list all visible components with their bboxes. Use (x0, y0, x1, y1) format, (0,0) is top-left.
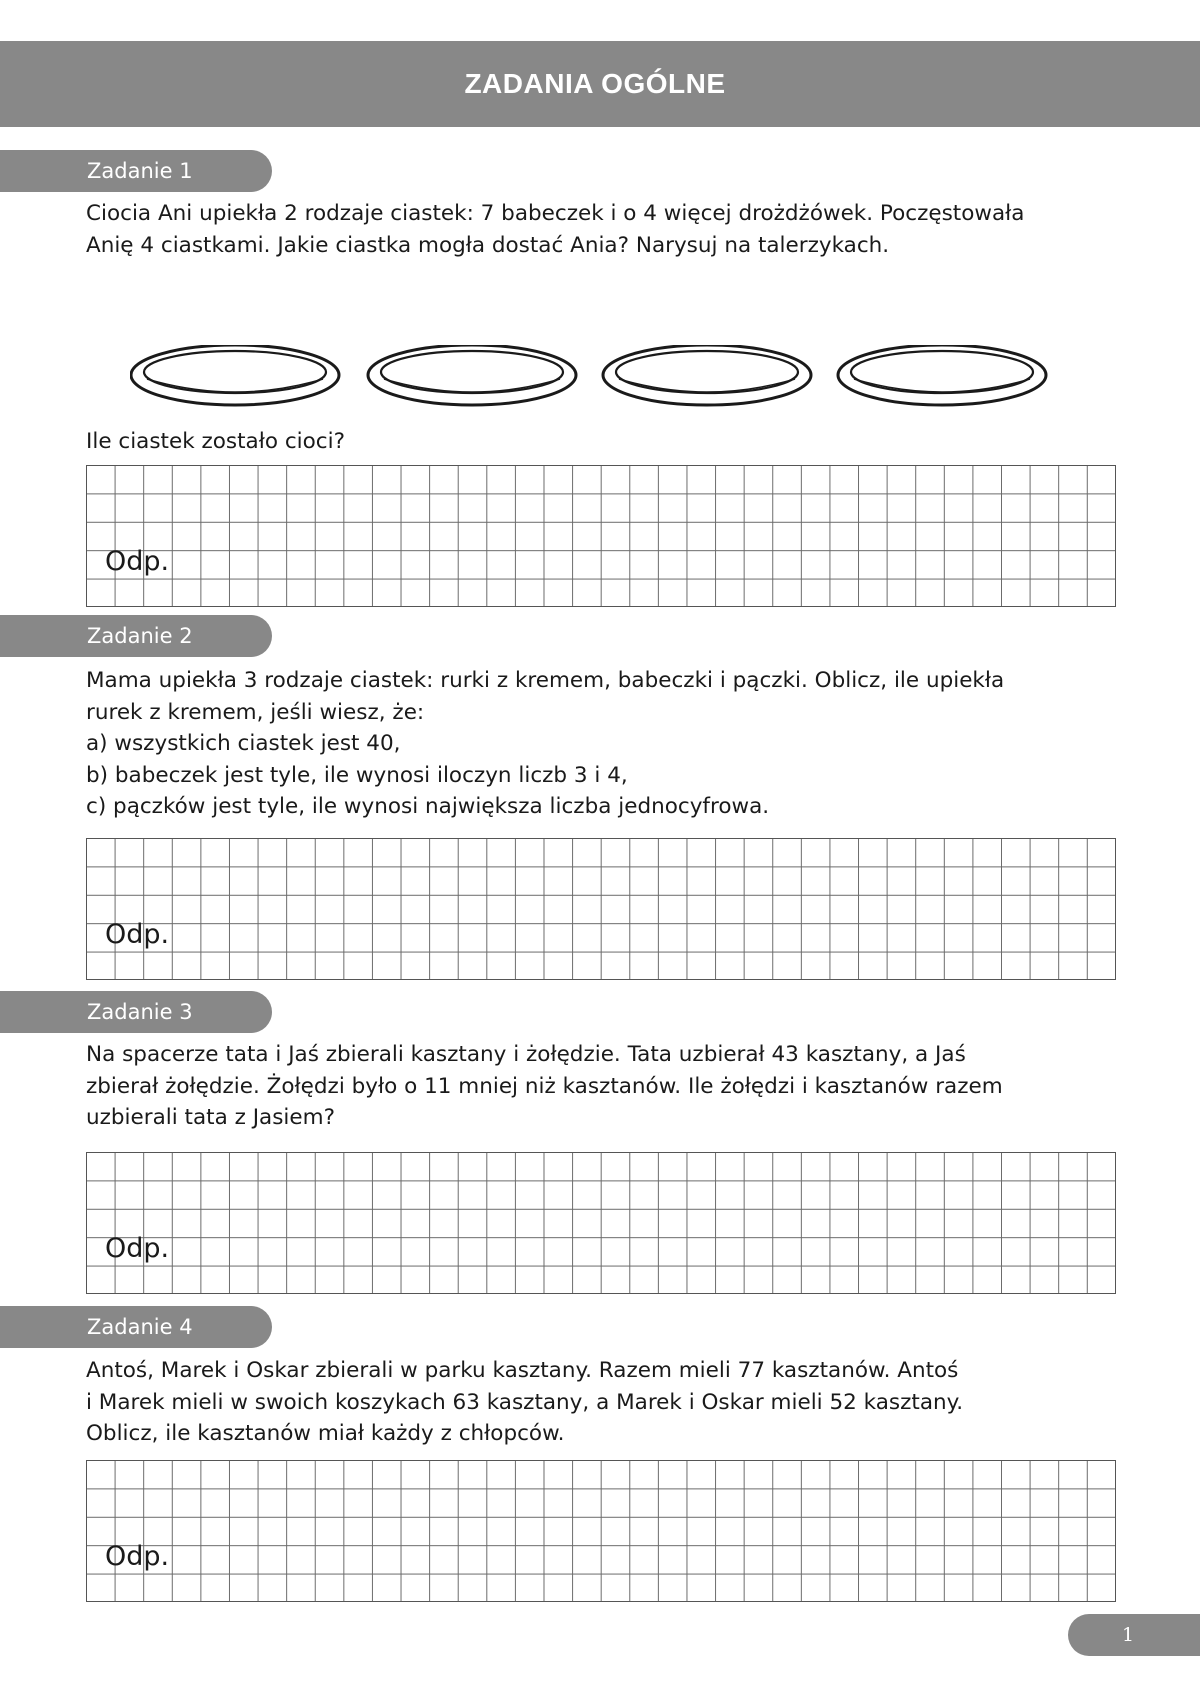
question-text: Ile ciastek zostało cioci? (86, 429, 345, 454)
text-line: Ciocia Ani upiekła 2 rodzaje ciastek: 7 babeczek i o 4 więcej drożdżówek. Poczęstowała (86, 201, 1025, 226)
page-number: 1 (1068, 1614, 1200, 1656)
answer-label: Odp. (105, 546, 170, 577)
task-3-answer-grid[interactable] (86, 1152, 1116, 1294)
task-3-text (86, 1039, 1126, 1134)
task-3-label: Zadanie 3 (0, 991, 272, 1033)
task-1-text (86, 198, 1126, 261)
task-2-text (86, 665, 1126, 823)
text-line: zbierał żołędzie. Żołędzi było o 11 mniej niż kasztanów. Ile żołędzi i kasztanów razem (86, 1073, 1003, 1099)
text-line: rurek z kremem, jeśli wiesz, że: (86, 699, 425, 725)
plate-icon (603, 345, 811, 405)
text-line: b) babeczek jest tyle, ile wynosi iloczyn liczb 3 i 4, (86, 762, 628, 788)
task-2-answer-grid[interactable] (86, 838, 1116, 980)
answer-label: Odp. (105, 919, 170, 950)
task-4-label: Zadanie 4 (0, 1306, 272, 1348)
text-line: uzbierali tata z Jasiem? (86, 1105, 335, 1130)
page-title: ZADANIA OGÓLNE (464, 68, 726, 99)
text-line: Oblicz, ile kasztanów miał każdy z chłopców. (86, 1421, 565, 1446)
text-line: Anię 4 ciastkami. Jakie ciastka mogła dostać Ania? Narysuj na talerzykach. (86, 232, 890, 258)
plate-icon (838, 345, 1046, 405)
task-1-label: Zadanie 1 (0, 150, 272, 192)
text-line: Na spacerze tata i Jaś zbierali kasztany i żołędzie. Tata uzbierał 43 kasztany, a Jaś (86, 1042, 966, 1067)
answer-label: Odp. (105, 1541, 170, 1572)
task-1-answer-grid[interactable] (86, 465, 1116, 607)
task-4-answer-grid[interactable] (86, 1460, 1116, 1602)
plate-icon (131, 345, 339, 405)
text-line: c) pączków jest tyle, ile wynosi największa liczba jednocyfrowa. (86, 794, 770, 819)
text-line: Antoś, Marek i Oskar zbierali w parku kasztany. Razem mieli 77 kasztanów. Antoś (86, 1358, 959, 1383)
text-line: i Marek mieli w swoich koszykach 63 kasztany, a Marek i Oskar mieli 52 kasztany. (86, 1389, 964, 1415)
header-band (0, 41, 1200, 127)
task-4-text (86, 1355, 1126, 1450)
answer-label: Odp. (105, 1233, 170, 1264)
task-2-label: Zadanie 2 (0, 615, 272, 657)
plates-row (130, 345, 1070, 415)
text-line: a) wszystkich ciastek jest 40, (86, 731, 401, 756)
task-1-question (86, 426, 1126, 458)
text-line: Mama upiekła 3 rodzaje ciastek: rurki z kremem, babeczki i pączki. Oblicz, ile upiekła (86, 668, 1005, 693)
plate-icon (368, 345, 576, 405)
